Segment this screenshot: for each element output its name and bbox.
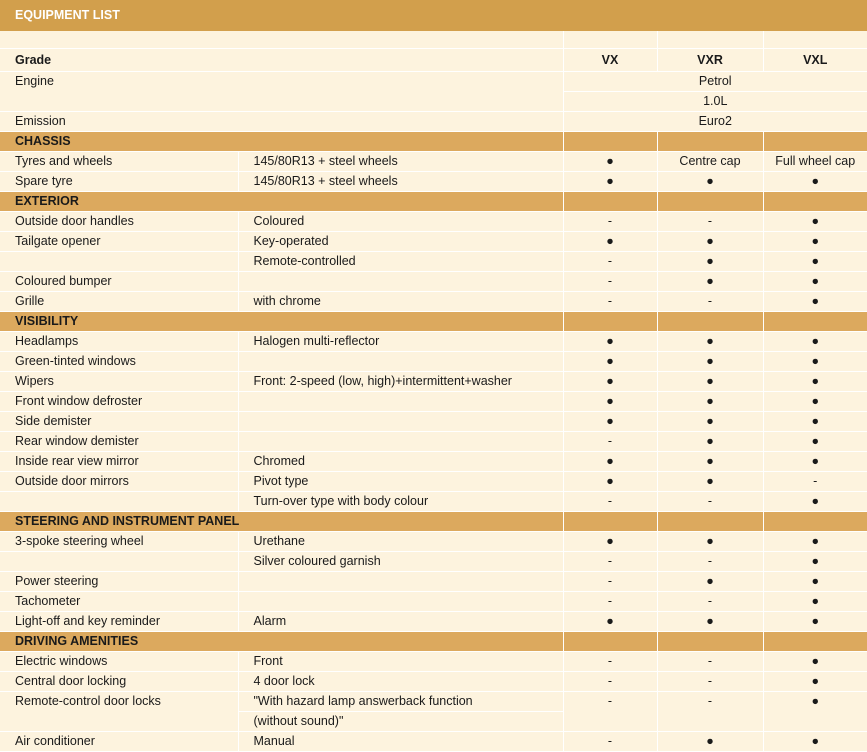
value-vxr: ● (657, 472, 763, 492)
feature-spec (238, 412, 563, 432)
value-vxl: Full wheel cap (763, 152, 867, 172)
section-header (0, 312, 867, 332)
value-vxr: - (657, 552, 763, 572)
feature-name: Grille (0, 292, 238, 312)
value-vxr: ● (657, 372, 763, 392)
value-vx: - (563, 592, 657, 612)
feature-name: Tyres and wheels (0, 152, 238, 172)
spacer-row (0, 31, 867, 49)
feature-spec: Manual (238, 732, 563, 752)
emission-label: Emission (0, 112, 563, 132)
table-row (0, 472, 867, 492)
section-title: DRIVING AMENITIES (0, 632, 563, 652)
section-cell (763, 132, 867, 152)
value-vxr: - (657, 672, 763, 692)
section-cell (763, 192, 867, 212)
section-cell (657, 632, 763, 652)
feature-name: Tachometer (0, 592, 238, 612)
table-row (0, 672, 867, 692)
section-header (0, 132, 867, 152)
section-title: VISIBILITY (0, 312, 563, 332)
section-cell (763, 632, 867, 652)
value-vx: ● (563, 392, 657, 412)
feature-name: Front window defroster (0, 392, 238, 412)
grade-vxr: VXR (657, 49, 763, 72)
table-row (0, 432, 867, 452)
feature-spec (238, 272, 563, 292)
section-title: CHASSIS (0, 132, 563, 152)
feature-spec: Alarm (238, 612, 563, 632)
section-cell (657, 132, 763, 152)
value-vx: - (563, 572, 657, 592)
feature-name: Power steering (0, 572, 238, 592)
table-row (0, 172, 867, 192)
feature-name: Side demister (0, 412, 238, 432)
feature-name (0, 492, 238, 512)
value-vxr: ● (657, 332, 763, 352)
value-vxl: ● (763, 392, 867, 412)
value-vxl: ● (763, 292, 867, 312)
feature-name: Coloured bumper (0, 272, 238, 292)
feature-name: Tailgate opener (0, 232, 238, 252)
table-row (0, 552, 867, 572)
value-vxl: ● (763, 332, 867, 352)
value-vx: ● (563, 332, 657, 352)
value-vxr: ● (657, 572, 763, 592)
section-cell (763, 512, 867, 532)
feature-name (0, 552, 238, 572)
value-vxl: ● (763, 252, 867, 272)
table-row (0, 252, 867, 272)
feature-spec: 4 door lock (238, 672, 563, 692)
feature-name: Outside door handles (0, 212, 238, 232)
value-vxr: ● (657, 412, 763, 432)
value-vxl: ● (763, 212, 867, 232)
feature-spec: "With hazard lamp answerback function (238, 692, 563, 712)
value-vx: - (563, 252, 657, 272)
engine-label: Engine (0, 72, 563, 112)
value-vxr: ● (657, 432, 763, 452)
value-vxl: ● (763, 612, 867, 632)
table-row (0, 272, 867, 292)
feature-name: Electric windows (0, 652, 238, 672)
feature-spec (238, 392, 563, 412)
value-vx: ● (563, 532, 657, 552)
feature-name: Light-off and key reminder (0, 612, 238, 632)
equipment-table (0, 31, 867, 752)
value-vxr: ● (657, 532, 763, 552)
equipment-table-body (0, 31, 867, 752)
feature-name (0, 252, 238, 272)
value-vxl: ● (763, 652, 867, 672)
value-vxr: ● (657, 732, 763, 752)
value-vx: - (563, 492, 657, 512)
feature-name: Headlamps (0, 332, 238, 352)
value-vxl: ● (763, 412, 867, 432)
feature-spec (238, 572, 563, 592)
table-row (0, 652, 867, 672)
value-vxr: - (657, 692, 763, 732)
table-row (0, 532, 867, 552)
value-vx: ● (563, 372, 657, 392)
feature-spec: Urethane (238, 532, 563, 552)
value-vxr: - (657, 292, 763, 312)
feature-name: Green-tinted windows (0, 352, 238, 372)
feature-name: Remote-control door locks (0, 692, 238, 732)
value-vxr: ● (657, 452, 763, 472)
section-cell (657, 312, 763, 332)
value-vx: ● (563, 352, 657, 372)
value-vxr: Centre cap (657, 152, 763, 172)
feature-spec: (without sound)" (238, 712, 563, 732)
engine-row (0, 72, 867, 92)
value-vx: ● (563, 172, 657, 192)
feature-spec: Key-operated (238, 232, 563, 252)
section-header (0, 192, 867, 212)
engine-value-2: 1.0L (563, 92, 867, 112)
feature-name: Outside door mirrors (0, 472, 238, 492)
grade-vx: VX (563, 49, 657, 72)
value-vxl: ● (763, 372, 867, 392)
table-row (0, 232, 867, 252)
value-vxl: ● (763, 732, 867, 752)
section-cell (763, 312, 867, 332)
grade-vxl: VXL (763, 49, 867, 72)
feature-spec: Front (238, 652, 563, 672)
feature-name: Air conditioner (0, 732, 238, 752)
value-vxl: ● (763, 592, 867, 612)
emission-row (0, 112, 867, 132)
section-cell (563, 192, 657, 212)
table-row (0, 572, 867, 592)
value-vxr: ● (657, 252, 763, 272)
table-row (0, 692, 867, 712)
table-row (0, 412, 867, 432)
value-vx: ● (563, 452, 657, 472)
feature-spec: 145/80R13 + steel wheels (238, 152, 563, 172)
value-vxr: ● (657, 612, 763, 632)
value-vx: ● (563, 232, 657, 252)
value-vx: - (563, 552, 657, 572)
value-vx: - (563, 652, 657, 672)
value-vxr: ● (657, 232, 763, 252)
table-row (0, 212, 867, 232)
feature-spec: Halogen multi-reflector (238, 332, 563, 352)
value-vxr: ● (657, 272, 763, 292)
feature-name: Central door locking (0, 672, 238, 692)
value-vxr: ● (657, 392, 763, 412)
feature-name: Rear window demister (0, 432, 238, 452)
grade-header-row (0, 49, 867, 72)
value-vx: - (563, 212, 657, 232)
value-vxr: - (657, 212, 763, 232)
feature-spec: Chromed (238, 452, 563, 472)
value-vxr: - (657, 652, 763, 672)
value-vx: - (563, 692, 657, 732)
value-vxl: ● (763, 272, 867, 292)
section-cell (563, 132, 657, 152)
section-header (0, 512, 867, 532)
value-vxr: ● (657, 172, 763, 192)
table-row (0, 492, 867, 512)
value-vxl: ● (763, 552, 867, 572)
value-vxl: ● (763, 452, 867, 472)
value-vxl: ● (763, 352, 867, 372)
table-row (0, 452, 867, 472)
value-vx: - (563, 272, 657, 292)
section-cell (657, 512, 763, 532)
feature-spec (238, 352, 563, 372)
value-vxr: ● (657, 352, 763, 372)
value-vxl: ● (763, 232, 867, 252)
value-vxl: ● (763, 492, 867, 512)
feature-spec: Turn-over type with body colour (238, 492, 563, 512)
value-vx: ● (563, 612, 657, 632)
value-vx: - (563, 292, 657, 312)
value-vx: ● (563, 152, 657, 172)
feature-name: Spare tyre (0, 172, 238, 192)
feature-spec: Silver coloured garnish (238, 552, 563, 572)
value-vx: - (563, 672, 657, 692)
table-row (0, 292, 867, 312)
value-vxl: ● (763, 692, 867, 732)
value-vxl: ● (763, 172, 867, 192)
table-row (0, 612, 867, 632)
table-row (0, 152, 867, 172)
section-cell (563, 312, 657, 332)
section-cell (563, 632, 657, 652)
section-cell (563, 512, 657, 532)
feature-spec: Coloured (238, 212, 563, 232)
table-row (0, 372, 867, 392)
page-title: EQUIPMENT LIST (0, 0, 867, 31)
section-title: EXTERIOR (0, 192, 563, 212)
table-row (0, 352, 867, 372)
feature-spec (238, 592, 563, 612)
emission-value: Euro2 (563, 112, 867, 132)
value-vx: ● (563, 412, 657, 432)
value-vx: ● (563, 472, 657, 492)
feature-name: Wipers (0, 372, 238, 392)
feature-spec: Front: 2-speed (low, high)+intermittent+washer (238, 372, 563, 392)
value-vxl: ● (763, 672, 867, 692)
table-row (0, 332, 867, 352)
table-row (0, 392, 867, 412)
value-vxl: - (763, 472, 867, 492)
grade-label: Grade (0, 49, 563, 72)
section-title: STEERING AND INSTRUMENT PANEL (0, 512, 563, 532)
value-vxr: - (657, 492, 763, 512)
feature-spec (238, 432, 563, 452)
feature-name: 3-spoke steering wheel (0, 532, 238, 552)
value-vxr: - (657, 592, 763, 612)
engine-value-1: Petrol (563, 72, 867, 92)
table-row (0, 592, 867, 612)
section-cell (657, 192, 763, 212)
value-vxl: ● (763, 532, 867, 552)
section-header (0, 632, 867, 652)
feature-spec: Pivot type (238, 472, 563, 492)
feature-spec: with chrome (238, 292, 563, 312)
value-vx: - (563, 732, 657, 752)
value-vx: - (563, 432, 657, 452)
value-vxl: ● (763, 572, 867, 592)
table-row (0, 732, 867, 752)
feature-name: Inside rear view mirror (0, 452, 238, 472)
feature-spec: Remote-controlled (238, 252, 563, 272)
feature-spec: 145/80R13 + steel wheels (238, 172, 563, 192)
value-vxl: ● (763, 432, 867, 452)
